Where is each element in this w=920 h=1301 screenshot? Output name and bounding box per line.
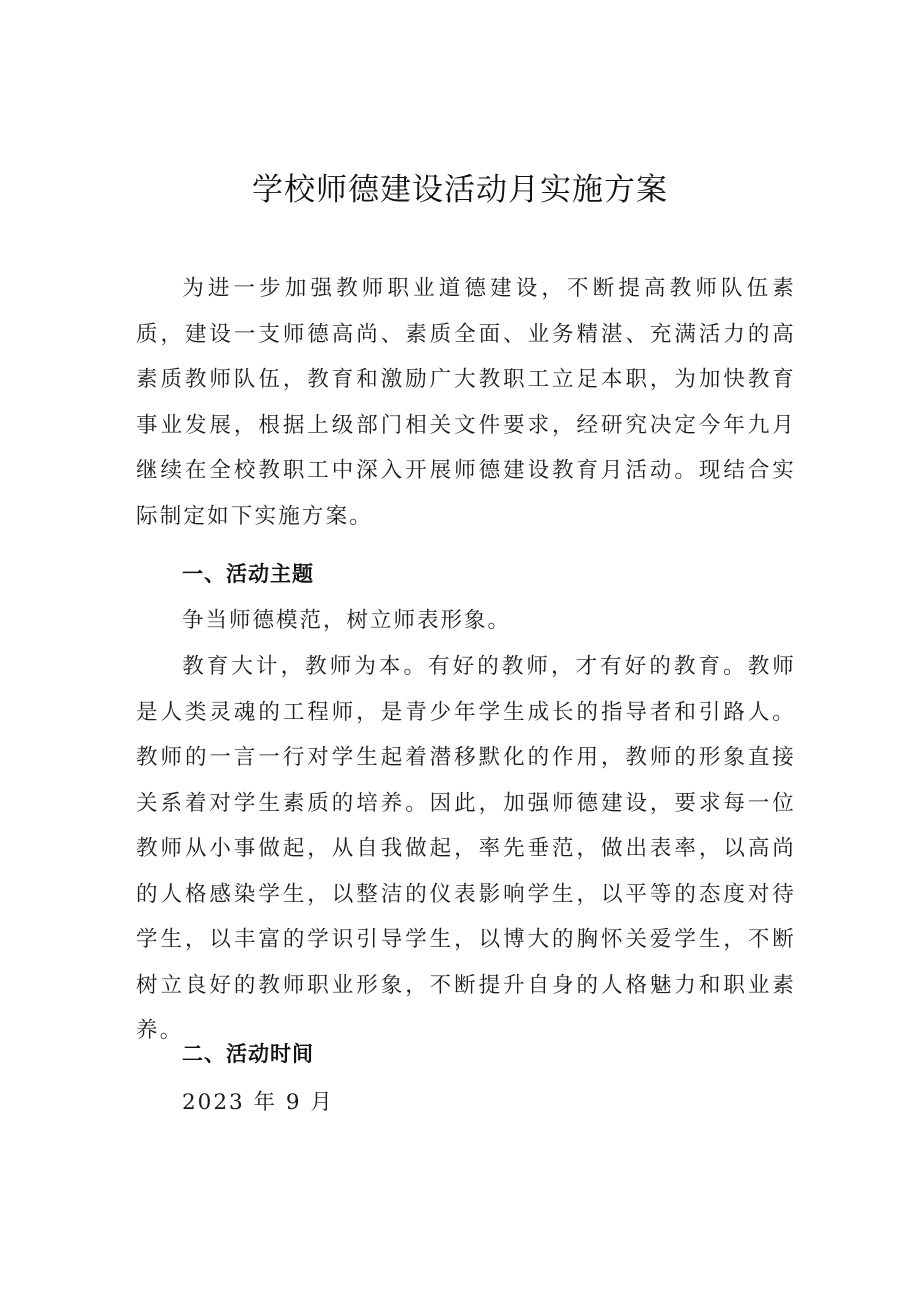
section-heading-time: 二、活动时间	[182, 1042, 314, 1066]
theme-detail-paragraph: 教育大计，教师为本。有好的教师，才有好的教育。教师是人类灵魂的工程师，是青少年学生成长的指导者和引路人。教师的一言一行对学生起着潜移默化的作用，教师的形象直接关系着对学生素质的培养。因此，加强师德建设，要求每一位教师从小事做起，从自我做起，率先垂范，做出表率，以高尚的人格感染学生，以整洁的仪表影响学生，以平等的态度对待学生，以丰富的学识引导学生，以博大的胸怀关爱学生，不断树立良好的教师职业形象，不断提升自身的人格魅力和职业素养。	[136, 654, 796, 1043]
theme-statement: 争当师德模范，树立师表形象。	[182, 608, 512, 633]
section-heading-theme: 一、活动主题	[182, 562, 314, 586]
document-title: 学校师德建设活动月实施方案	[252, 172, 668, 208]
intro-paragraph: 为进一步加强教师职业道德建设，不断提高教师队伍素质，建设一支师德高尚、素质全面、业务精湛、充满活力的高素质教师队伍，教育和激励广大教职工立足本职，为加快教育事业发展，根据上级部门相关文件要求，经研究决定今年九月继续在全校教职工中深入开展师德建设教育月活动。现结合实际制定如下实施方案。	[136, 276, 796, 529]
activity-time-text: 2023 年 9 月	[182, 1090, 334, 1115]
